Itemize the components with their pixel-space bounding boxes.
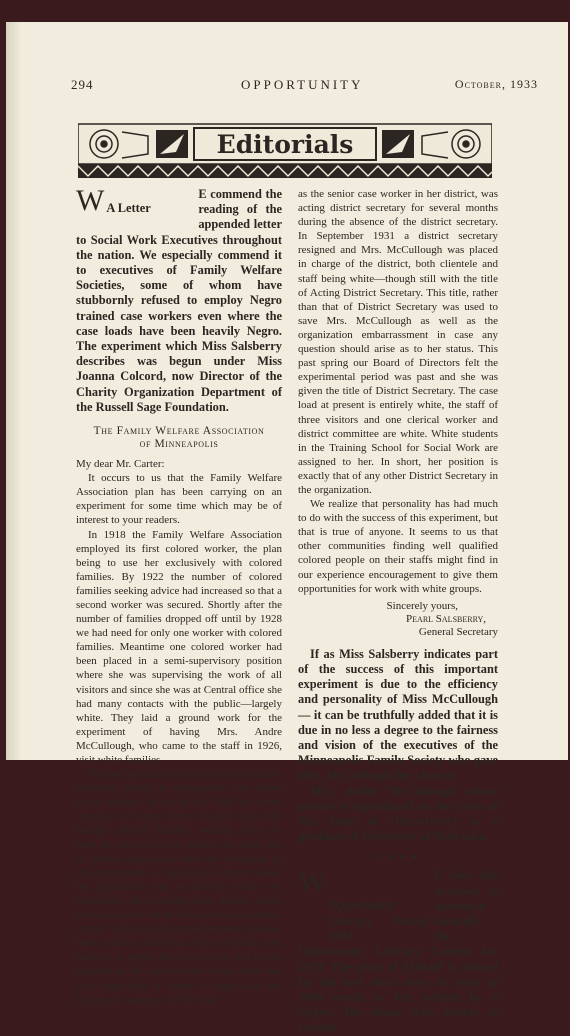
signer-title: General Secretary — [418, 625, 498, 638]
editor-comment-1: If as Miss Salsberry indicates part of the success of this important experiment is due to the efficiency and personality of Miss McCullough — it can be truthfully added that it is due in no less a degree to the fairness and vision of the executives of the Minneapolis Family Society who gave Mrs. McCullough her chance. — [298, 646, 498, 783]
award-editorial — [298, 865, 498, 1035]
letter-paragraph-realize: We realize that personality has had much to do with the success of this experiment, but that is true of anyone. It seems to us that other communities finding well qualified colored people on their staffs might find in our experience encouragement to give them opportunities for work with white groups. — [298, 498, 498, 595]
page-binding-shadow — [6, 22, 20, 760]
letter-continuation: as the senior case worker in her district, was acting district secretary for several months during the absence of the district secretary. In September 1931 a district secretary resigned and Mrs. McCullough was placed in charge of the district, both clientele and staff being white—though still with the title of Acting District Secretary. This title, rather than that of District Secretary was used to save Mrs. McCullough as well as the organization embarrassment in case any question should arise as to her status. This past spring our Board of Directors felt the experimental period was past and she was given the title of District Secretary. The case load at present is entirely white, the staff of three visitors and one clerical worker and district committee are white. White students in the Training School for Social Work are assigned to her. In short, her position is exactly that of any other District Secretary in the organization. — [298, 188, 498, 496]
association-line-2: of Minneapolis — [139, 438, 219, 451]
closing: Sincerely yours, — [386, 599, 458, 612]
right-column — [298, 187, 498, 1036]
side-heading-a-letter: A Letter — [106, 201, 151, 215]
salutation: My dear Mr. Carter: — [76, 458, 165, 471]
editor-comment-2: Mrs. Andre McCullough whose picture is reproduced on the cover of this issue of Opportunity is a graduate of University of Nebraska. — [298, 783, 499, 844]
zigzag-border — [78, 164, 492, 178]
award-drop-cap: W — [298, 865, 327, 899]
letter-paragraph-2: In 1918 the Family Welfare Association employed its first colored worker, the plan being to use her exclusively with colored families. By 1922 the number of colored families seeking advice had increased so that a second worker was secured. Shortly after the number of families dropped off until by 1928 we had need for only one worker with colored families. Meantime one colored worker had been placed in a semi-supervisory position where she was supervising the work of all visitors and since she was at Central office she had many contacts with the public—largely white. They laid a ground work for the experiment of having Mrs. Andre McCullough, who came to the staff in 1926, visit white families. — [76, 528, 282, 767]
section-divider: ▼▼▼▼ — [374, 852, 422, 863]
side-heading-award: Opportunity Literary Award 1933 — [328, 898, 429, 943]
magazine-name: OPPORTUNITY — [241, 77, 364, 92]
running-header — [71, 77, 538, 95]
page-number: 294 — [71, 77, 94, 92]
association-line-1: The Family Welfare Association — [93, 425, 265, 438]
editorials-banner — [78, 122, 492, 182]
intro-editorial — [76, 184, 282, 415]
magazine-page — [6, 22, 568, 1035]
award-text: E take this occasion to announce formally the Opportunity Literary Contest for 1933. The prize of $100.00 is offered for the best short story or essay of 5000 words or less written by a Negro. The donor who desires to remain — [298, 868, 498, 1035]
banner-title: Editorials — [216, 130, 354, 159]
letter-signature — [298, 600, 498, 639]
association-heading — [76, 425, 282, 451]
issue-date: October, 1933 — [454, 77, 538, 91]
drop-cap: W — [76, 184, 105, 217]
letter-paragraph-1: It occurs to us that the Family Welfare Association plan has been carrying on an experiment for some time which may be of interest to your readers. — [76, 472, 282, 527]
letter-paragraph-3: She had previously visited colored families primarily, though in emergencies had visited white families. In the fall of 1928 we found ourselves with two colored workers with only enough colored families seeking advice to need the services of one worker and what was of greater importance from the viewpoint of this experiment—a vacancy in a district where the population was exclusively white. We placed Mrs. McCullough in this district, where in the course of the next two years she came in contact with probably three hundred families, their relatives and friends. No exceptions were made as to people she was to visit, that is, she handled all the work for the clients under her care, regardless of where it might take her. During the summer of 1930 she, — [76, 768, 282, 1006]
signer-name: Pearl Salsberry, — [406, 612, 486, 625]
left-column — [76, 184, 282, 1007]
intro-text: E commend the reading of the appended letter to Social Work Executives throughout the nation. We especially commend it to executives of Family Welfare Societies, some of whom have stubbornly refused to employ Negro trained case workers even where the case loads have been heavily Negro. The experiment which Miss Salsberry describes was begun under Miss Joanna Colcord, now Director of the Charity Organization Department of the Russell Sage Foundation. — [76, 187, 282, 414]
